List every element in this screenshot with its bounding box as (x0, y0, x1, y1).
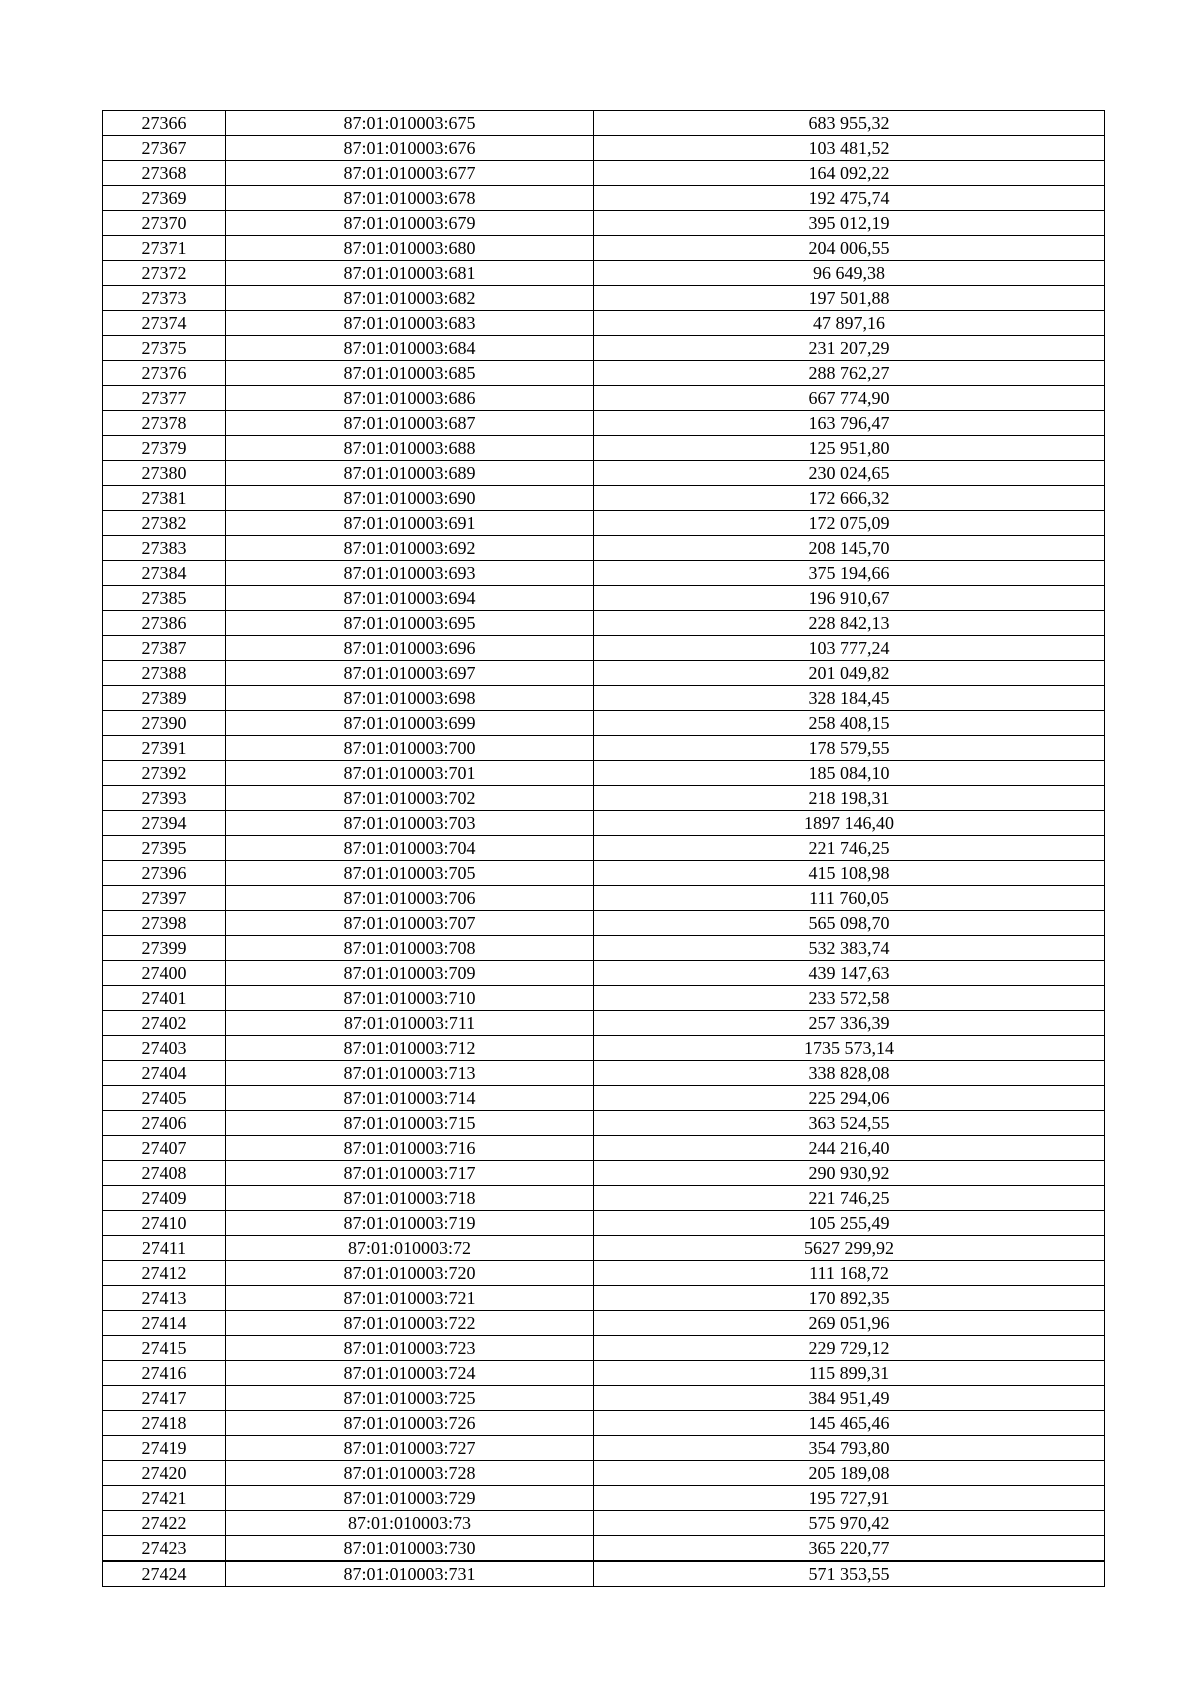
row-number-cell: 27416 (103, 1361, 226, 1386)
row-number-cell: 27396 (103, 861, 226, 886)
row-number-cell: 27383 (103, 536, 226, 561)
cadastral-number-cell: 87:01:010003:689 (226, 461, 594, 486)
cadastral-value-cell: 338 828,08 (594, 1061, 1105, 1086)
row-number-cell: 27403 (103, 1036, 226, 1061)
cadastral-number-cell: 87:01:010003:688 (226, 436, 594, 461)
row-number-cell: 27412 (103, 1261, 226, 1286)
table-row (103, 586, 1105, 611)
table-row (103, 686, 1105, 711)
row-number-cell: 27382 (103, 511, 226, 536)
table-row (103, 986, 1105, 1011)
table-row (103, 1111, 1105, 1136)
row-number-cell: 27399 (103, 936, 226, 961)
cadastral-value-cell: 103 481,52 (594, 136, 1105, 161)
cadastral-number-cell: 87:01:010003:686 (226, 386, 594, 411)
row-number-cell: 27408 (103, 1161, 226, 1186)
cadastral-number-cell: 87:01:010003:697 (226, 661, 594, 686)
row-number-cell: 27423 (103, 1536, 226, 1562)
row-number-cell: 27390 (103, 711, 226, 736)
cadastral-number-cell: 87:01:010003:683 (226, 311, 594, 336)
cadastral-number-cell: 87:01:010003:714 (226, 1086, 594, 1111)
table-row (103, 1136, 1105, 1161)
cadastral-value-cell: 164 092,22 (594, 161, 1105, 186)
cadastral-value-cell: 196 910,67 (594, 586, 1105, 611)
row-number-cell: 27370 (103, 211, 226, 236)
cadastral-value-cell: 172 666,32 (594, 486, 1105, 511)
table-row (103, 736, 1105, 761)
cadastral-value-cell: 195 727,91 (594, 1486, 1105, 1511)
row-number-cell: 27386 (103, 611, 226, 636)
row-number-cell: 27397 (103, 886, 226, 911)
cadastral-value-cell: 5627 299,92 (594, 1236, 1105, 1261)
cadastral-value-cell: 111 760,05 (594, 886, 1105, 911)
cadastral-number-cell: 87:01:010003:706 (226, 886, 594, 911)
row-number-cell: 27400 (103, 961, 226, 986)
row-number-cell: 27395 (103, 836, 226, 861)
cadastral-value-cell: 221 746,25 (594, 1186, 1105, 1211)
row-number-cell: 27389 (103, 686, 226, 711)
row-number-cell: 27413 (103, 1286, 226, 1311)
row-number-cell: 27366 (103, 111, 226, 136)
table-row (103, 186, 1105, 211)
table-row (103, 936, 1105, 961)
cadastral-value-cell: 103 777,24 (594, 636, 1105, 661)
table-row (103, 161, 1105, 186)
cadastral-number-cell: 87:01:010003:710 (226, 986, 594, 1011)
row-number-cell: 27414 (103, 1311, 226, 1336)
cadastral-value-cell: 111 168,72 (594, 1261, 1105, 1286)
cadastral-value-cell: 172 075,09 (594, 511, 1105, 536)
row-number-cell: 27374 (103, 311, 226, 336)
cadastral-value-cell: 363 524,55 (594, 1111, 1105, 1136)
table-row (103, 361, 1105, 386)
cadastral-number-cell: 87:01:010003:705 (226, 861, 594, 886)
cadastral-value-cell: 192 475,74 (594, 186, 1105, 211)
table-row (103, 886, 1105, 911)
cadastral-number-cell: 87:01:010003:719 (226, 1211, 594, 1236)
cadastral-value-cell: 384 951,49 (594, 1386, 1105, 1411)
table-row (103, 1011, 1105, 1036)
cadastral-number-cell: 87:01:010003:701 (226, 761, 594, 786)
table-row (103, 386, 1105, 411)
cadastral-number-cell: 87:01:010003:72 (226, 1236, 594, 1261)
cadastral-number-cell: 87:01:010003:678 (226, 186, 594, 211)
cadastral-value-cell: 575 970,42 (594, 1511, 1105, 1536)
row-number-cell: 27417 (103, 1386, 226, 1411)
cadastral-number-cell: 87:01:010003:717 (226, 1161, 594, 1186)
cadastral-value-cell: 228 842,13 (594, 611, 1105, 636)
cadastral-number-cell: 87:01:010003:681 (226, 261, 594, 286)
cadastral-value-cell: 225 294,06 (594, 1086, 1105, 1111)
cadastral-value-cell: 1735 573,14 (594, 1036, 1105, 1061)
cadastral-number-cell: 87:01:010003:709 (226, 961, 594, 986)
table-row (103, 636, 1105, 661)
cadastral-value-cell: 375 194,66 (594, 561, 1105, 586)
cadastral-number-cell: 87:01:010003:712 (226, 1036, 594, 1061)
row-number-cell: 27381 (103, 486, 226, 511)
cadastral-number-cell: 87:01:010003:715 (226, 1111, 594, 1136)
cadastral-value-cell: 105 255,49 (594, 1211, 1105, 1236)
table-row (103, 1361, 1105, 1386)
cadastral-number-cell: 87:01:010003:675 (226, 111, 594, 136)
cadastral-number-cell: 87:01:010003:693 (226, 561, 594, 586)
table-row (103, 1386, 1105, 1411)
table-row (103, 311, 1105, 336)
cadastral-number-cell: 87:01:010003:677 (226, 161, 594, 186)
row-number-cell: 27372 (103, 261, 226, 286)
cadastral-number-cell: 87:01:010003:725 (226, 1386, 594, 1411)
row-number-cell: 27376 (103, 361, 226, 386)
cadastral-value-cell: 667 774,90 (594, 386, 1105, 411)
cadastral-value-cell: 354 793,80 (594, 1436, 1105, 1461)
cadastral-value-cell: 439 147,63 (594, 961, 1105, 986)
cadastral-value-cell: 395 012,19 (594, 211, 1105, 236)
row-number-cell: 27373 (103, 286, 226, 311)
cadastral-value-cell: 185 084,10 (594, 761, 1105, 786)
row-number-cell: 27418 (103, 1411, 226, 1436)
table-row (103, 1336, 1105, 1361)
cadastral-number-cell: 87:01:010003:730 (226, 1536, 594, 1562)
table-row (103, 461, 1105, 486)
cadastral-number-cell: 87:01:010003:724 (226, 1361, 594, 1386)
cadastral-value-cell: 532 383,74 (594, 936, 1105, 961)
cadastral-number-cell: 87:01:010003:699 (226, 711, 594, 736)
cadastral-number-cell: 87:01:010003:694 (226, 586, 594, 611)
cadastral-value-cell: 218 198,31 (594, 786, 1105, 811)
row-number-cell: 27393 (103, 786, 226, 811)
table-row (103, 536, 1105, 561)
table-row (103, 1511, 1105, 1536)
row-number-cell: 27405 (103, 1086, 226, 1111)
cadastral-number-cell: 87:01:010003:687 (226, 411, 594, 436)
table-row (103, 511, 1105, 536)
table-row (103, 561, 1105, 586)
row-number-cell: 27402 (103, 1011, 226, 1036)
cadastral-value-cell: 230 024,65 (594, 461, 1105, 486)
cadastral-number-cell: 87:01:010003:729 (226, 1486, 594, 1511)
row-number-cell: 27387 (103, 636, 226, 661)
row-number-cell: 27378 (103, 411, 226, 436)
cadastral-number-cell: 87:01:010003:718 (226, 1186, 594, 1211)
table-row (103, 1536, 1105, 1562)
cadastral-value-table (102, 110, 1105, 1587)
table-row (103, 411, 1105, 436)
table-row (103, 661, 1105, 686)
cadastral-value-cell: 47 897,16 (594, 311, 1105, 336)
table-row (103, 786, 1105, 811)
cadastral-number-cell: 87:01:010003:685 (226, 361, 594, 386)
table-row (103, 1461, 1105, 1486)
cadastral-value-cell: 233 572,58 (594, 986, 1105, 1011)
row-number-cell: 27391 (103, 736, 226, 761)
cadastral-value-cell: 269 051,96 (594, 1311, 1105, 1336)
row-number-cell: 27392 (103, 761, 226, 786)
table-row (103, 1236, 1105, 1261)
row-number-cell: 27398 (103, 911, 226, 936)
table-row (103, 1211, 1105, 1236)
cadastral-number-cell: 87:01:010003:721 (226, 1286, 594, 1311)
cadastral-number-cell: 87:01:010003:698 (226, 686, 594, 711)
table-row (103, 261, 1105, 286)
cadastral-value-cell: 258 408,15 (594, 711, 1105, 736)
cadastral-value-cell: 204 006,55 (594, 236, 1105, 261)
cadastral-number-cell: 87:01:010003:700 (226, 736, 594, 761)
row-number-cell: 27369 (103, 186, 226, 211)
document-page (102, 110, 1104, 1587)
cadastral-number-cell: 87:01:010003:682 (226, 286, 594, 311)
table-row (103, 911, 1105, 936)
row-number-cell: 27420 (103, 1461, 226, 1486)
cadastral-number-cell: 87:01:010003:679 (226, 211, 594, 236)
cadastral-number-cell: 87:01:010003:723 (226, 1336, 594, 1361)
cadastral-number-cell: 87:01:010003:711 (226, 1011, 594, 1036)
cadastral-number-cell: 87:01:010003:713 (226, 1061, 594, 1086)
cadastral-number-cell: 87:01:010003:680 (226, 236, 594, 261)
cadastral-number-cell: 87:01:010003:731 (226, 1561, 594, 1587)
row-number-cell: 27415 (103, 1336, 226, 1361)
table-row (103, 136, 1105, 161)
cadastral-value-cell: 571 353,55 (594, 1561, 1105, 1587)
table-row (103, 486, 1105, 511)
table-row (103, 211, 1105, 236)
table-row (103, 286, 1105, 311)
cadastral-value-cell: 221 746,25 (594, 836, 1105, 861)
row-number-cell: 27421 (103, 1486, 226, 1511)
table-row (103, 436, 1105, 461)
cadastral-value-cell: 1897 146,40 (594, 811, 1105, 836)
row-number-cell: 27401 (103, 986, 226, 1011)
table-row (103, 1411, 1105, 1436)
cadastral-value-cell: 683 955,32 (594, 111, 1105, 136)
table-row (103, 1286, 1105, 1311)
cadastral-value-cell: 328 184,45 (594, 686, 1105, 711)
cadastral-value-cell: 290 930,92 (594, 1161, 1105, 1186)
row-number-cell: 27385 (103, 586, 226, 611)
cadastral-value-cell: 125 951,80 (594, 436, 1105, 461)
row-number-cell: 27394 (103, 811, 226, 836)
cadastral-value-cell: 197 501,88 (594, 286, 1105, 311)
table-row (103, 811, 1105, 836)
cadastral-number-cell: 87:01:010003:696 (226, 636, 594, 661)
row-number-cell: 27419 (103, 1436, 226, 1461)
table-row (103, 1186, 1105, 1211)
cadastral-value-cell: 565 098,70 (594, 911, 1105, 936)
table-row (103, 761, 1105, 786)
cadastral-number-cell: 87:01:010003:716 (226, 1136, 594, 1161)
cadastral-value-cell: 115 899,31 (594, 1361, 1105, 1386)
row-number-cell: 27409 (103, 1186, 226, 1211)
cadastral-number-cell: 87:01:010003:722 (226, 1311, 594, 1336)
cadastral-value-cell: 288 762,27 (594, 361, 1105, 386)
row-number-cell: 27375 (103, 336, 226, 361)
row-number-cell: 27388 (103, 661, 226, 686)
cadastral-number-cell: 87:01:010003:726 (226, 1411, 594, 1436)
table-row (103, 1311, 1105, 1336)
cadastral-value-cell: 365 220,77 (594, 1536, 1105, 1562)
cadastral-number-cell: 87:01:010003:720 (226, 1261, 594, 1286)
cadastral-number-cell: 87:01:010003:684 (226, 336, 594, 361)
row-number-cell: 27410 (103, 1211, 226, 1236)
cadastral-value-cell: 205 189,08 (594, 1461, 1105, 1486)
table-row (103, 611, 1105, 636)
cadastral-number-cell: 87:01:010003:676 (226, 136, 594, 161)
cadastral-number-cell: 87:01:010003:703 (226, 811, 594, 836)
cadastral-value-cell: 208 145,70 (594, 536, 1105, 561)
cadastral-number-cell: 87:01:010003:73 (226, 1511, 594, 1536)
row-number-cell: 27406 (103, 1111, 226, 1136)
table-row (103, 111, 1105, 136)
cadastral-value-cell: 145 465,46 (594, 1411, 1105, 1436)
table-row (103, 336, 1105, 361)
cadastral-number-cell: 87:01:010003:692 (226, 536, 594, 561)
cadastral-number-cell: 87:01:010003:727 (226, 1436, 594, 1461)
table-row (103, 1561, 1105, 1587)
row-number-cell: 27377 (103, 386, 226, 411)
row-number-cell: 27424 (103, 1561, 226, 1587)
cadastral-number-cell: 87:01:010003:704 (226, 836, 594, 861)
cadastral-number-cell: 87:01:010003:708 (226, 936, 594, 961)
cadastral-value-cell: 178 579,55 (594, 736, 1105, 761)
cadastral-number-cell: 87:01:010003:691 (226, 511, 594, 536)
table-row (103, 1261, 1105, 1286)
cadastral-number-cell: 87:01:010003:695 (226, 611, 594, 636)
table-row (103, 236, 1105, 261)
table-body (103, 111, 1105, 1587)
row-number-cell: 27379 (103, 436, 226, 461)
cadastral-value-cell: 96 649,38 (594, 261, 1105, 286)
row-number-cell: 27371 (103, 236, 226, 261)
row-number-cell: 27407 (103, 1136, 226, 1161)
cadastral-value-cell: 229 729,12 (594, 1336, 1105, 1361)
row-number-cell: 27368 (103, 161, 226, 186)
row-number-cell: 27404 (103, 1061, 226, 1086)
table-row (103, 1486, 1105, 1511)
cadastral-value-cell: 201 049,82 (594, 661, 1105, 686)
table-row (103, 1036, 1105, 1061)
cadastral-value-cell: 244 216,40 (594, 1136, 1105, 1161)
table-row (103, 961, 1105, 986)
table-row (103, 711, 1105, 736)
row-number-cell: 27380 (103, 461, 226, 486)
table-row (103, 1061, 1105, 1086)
cadastral-number-cell: 87:01:010003:707 (226, 911, 594, 936)
row-number-cell: 27422 (103, 1511, 226, 1536)
cadastral-value-cell: 170 892,35 (594, 1286, 1105, 1311)
table-row (103, 1161, 1105, 1186)
table-row (103, 1086, 1105, 1111)
cadastral-value-cell: 415 108,98 (594, 861, 1105, 886)
row-number-cell: 27384 (103, 561, 226, 586)
cadastral-number-cell: 87:01:010003:690 (226, 486, 594, 511)
cadastral-value-cell: 257 336,39 (594, 1011, 1105, 1036)
cadastral-value-cell: 163 796,47 (594, 411, 1105, 436)
cadastral-number-cell: 87:01:010003:728 (226, 1461, 594, 1486)
cadastral-number-cell: 87:01:010003:702 (226, 786, 594, 811)
cadastral-value-cell: 231 207,29 (594, 336, 1105, 361)
table-row (103, 836, 1105, 861)
table-row (103, 1436, 1105, 1461)
table-row (103, 861, 1105, 886)
row-number-cell: 27367 (103, 136, 226, 161)
row-number-cell: 27411 (103, 1236, 226, 1261)
